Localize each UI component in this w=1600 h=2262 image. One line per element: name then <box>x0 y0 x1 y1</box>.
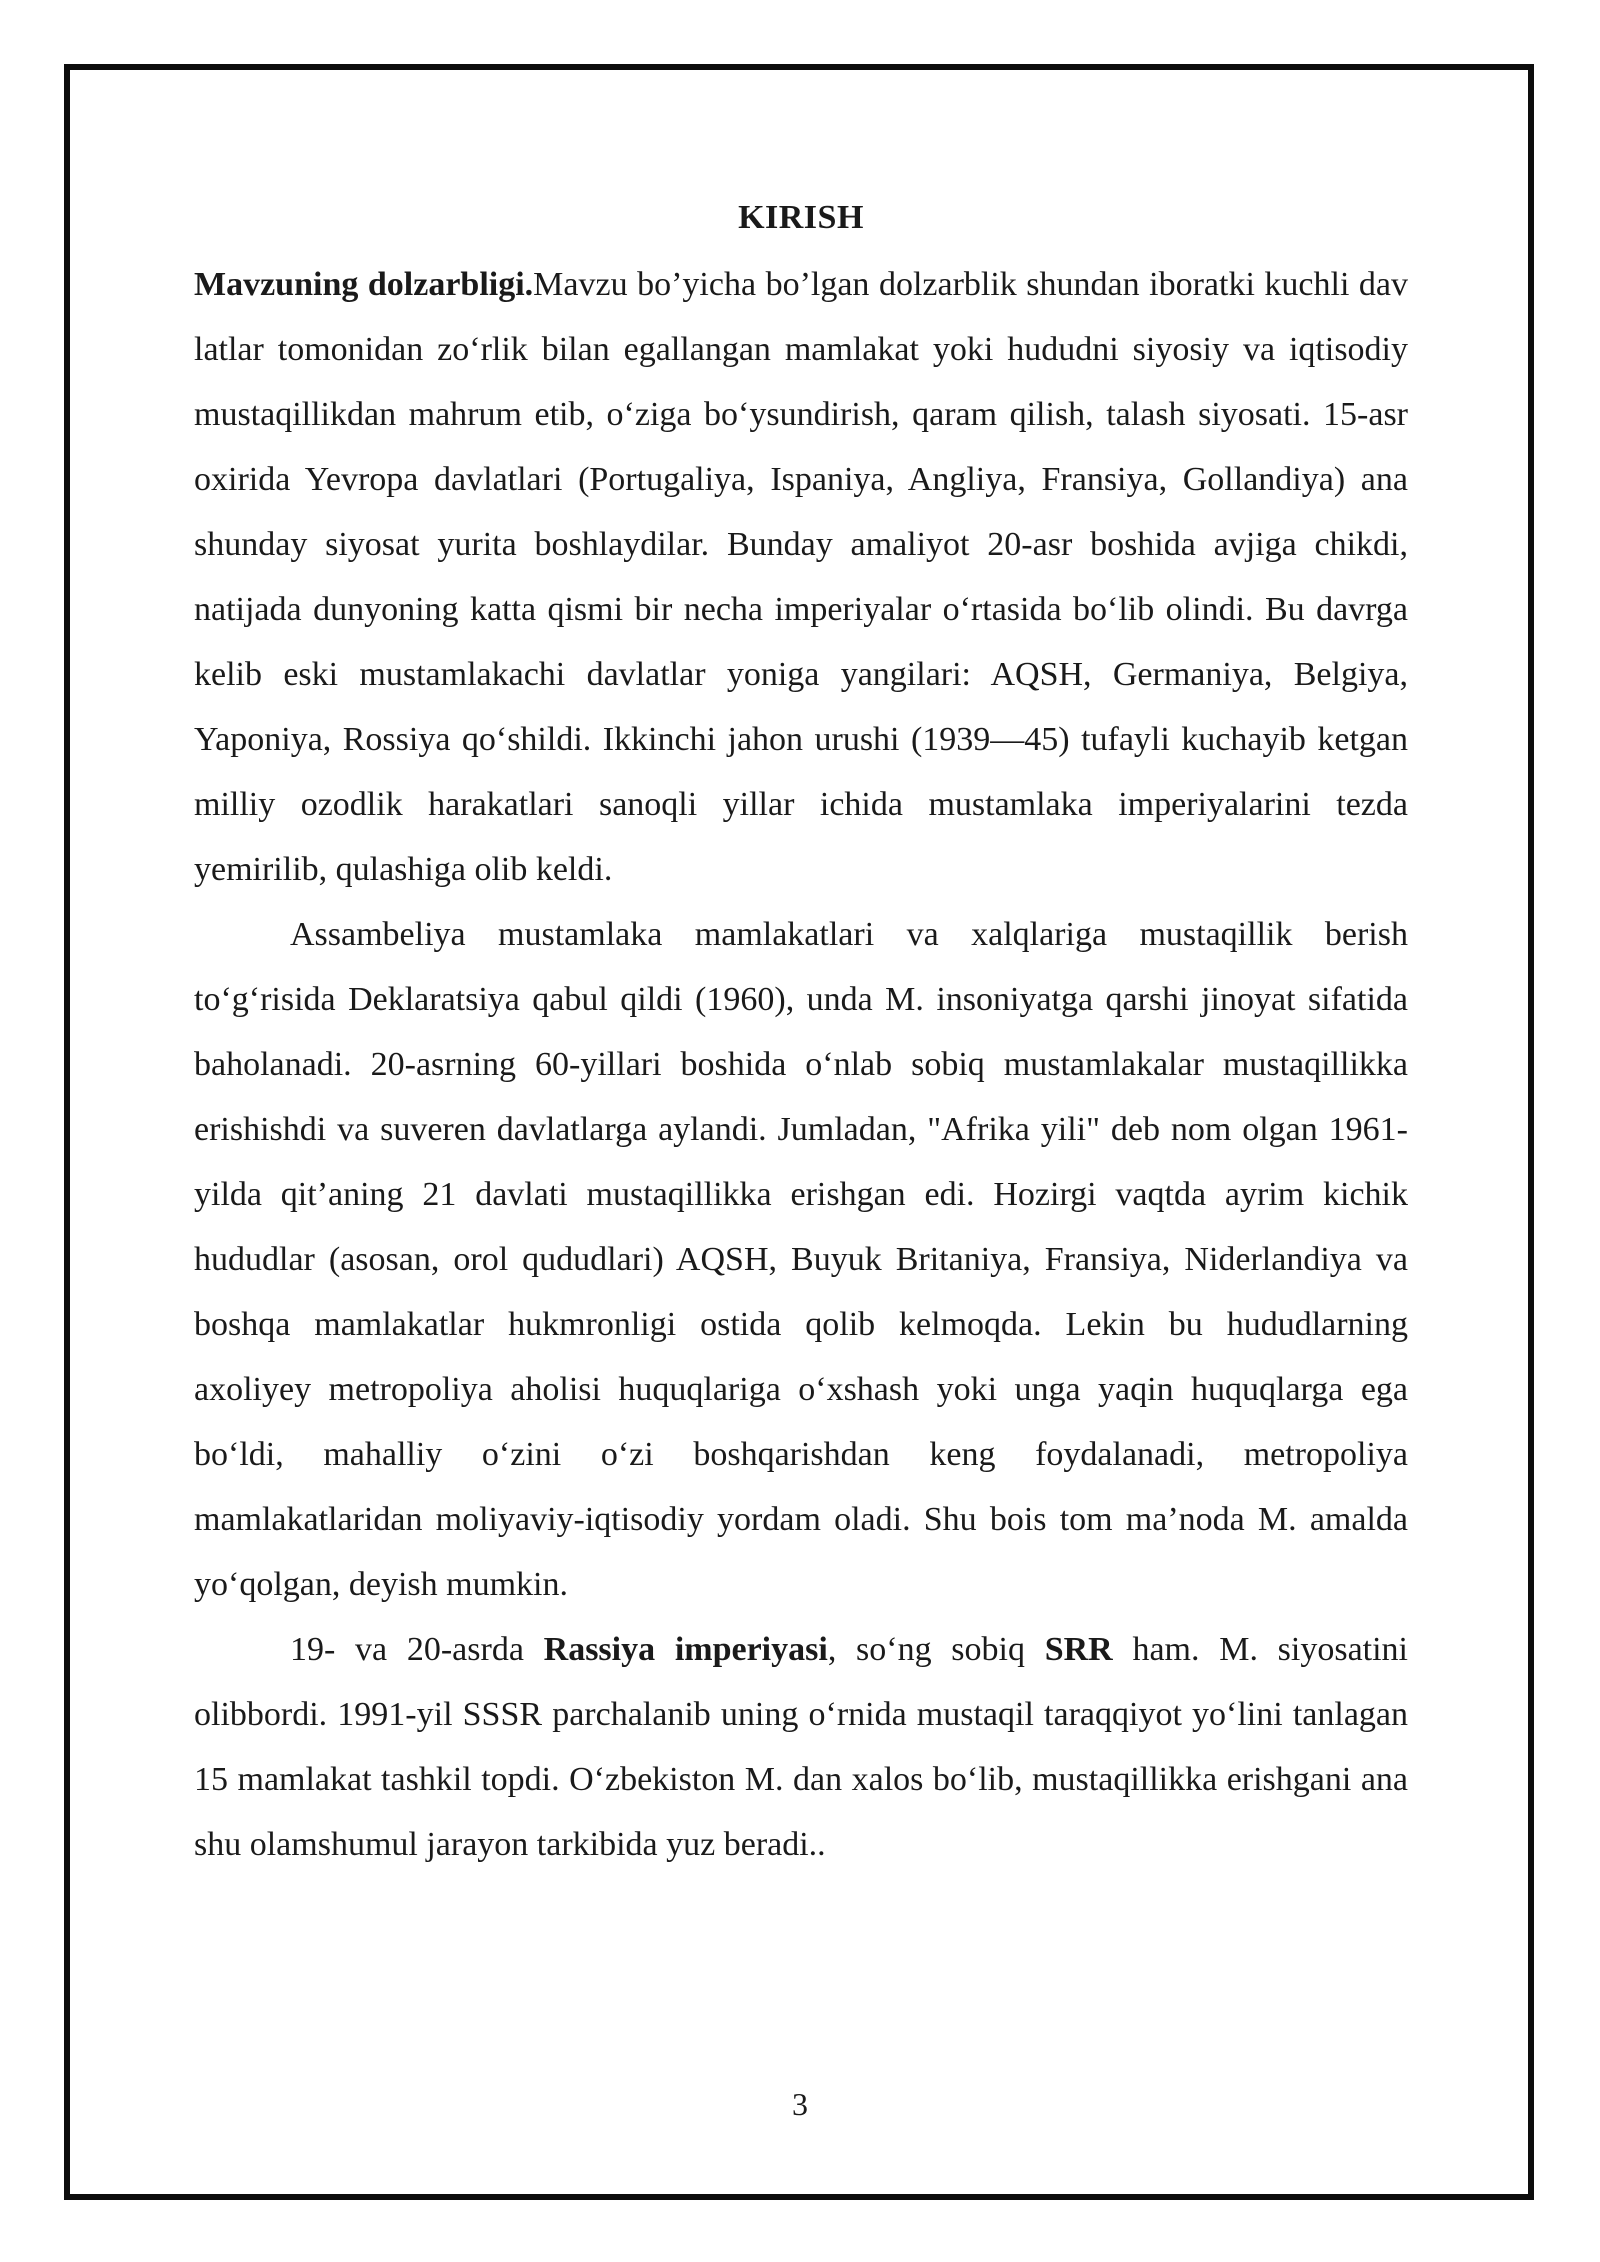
paragraph-russian-empire <box>194 1617 1408 1877</box>
russian-empire-term: Rassiya imperiyasi <box>543 1631 828 1668</box>
russia-text-b: , so‘ng sobiq <box>827 1631 1045 1668</box>
srr-term: SRR <box>1044 1631 1113 1668</box>
relevance-text: Mavzu bo’yicha bo’lgan dolzarblik shundan iboratki kuchli dav latlar tomonidan zo‘rlik bilan egallangan mamlakat yoki hududni siyosiy va iqtisodiy mustaqillikdan mahrum etib, o‘ziga bo‘ysundirish, qaram qilish, talash siyosati. 15-asr oxirida Yevropa davlatlari (Portugaliya, Ispaniya, Angliya, Fransiya, Gollandiya) ana shunday siyosat yurita boshlaydilar. Bunday amaliyot 20-asr boshida avjiga chikdi, natijada dunyoning katta qismi bir necha imperiyalar o‘rtasida bo‘lib olindi. Bu davrga kelib eski mustamlakachi davlatlar yoniga yangilari: AQSH, Germaniya, Belgiya, Yaponiya, Rossiya qo‘shildi. Ikkinchi jahon urushi (1939—45) tufayli kuchayib ketgan milliy ozodlik harakatlari sanoqli yillar ichida mustamlaka imperiyalarini tezda yemirilib, qulashiga olib keldi. <box>194 266 1409 888</box>
russia-text-a: 19- va 20-asrda <box>290 1631 544 1668</box>
page-number: 3 <box>792 2086 808 2122</box>
assembly-text: Assambeliya mustamlaka mamlakatlari va xalqlariga mustaqillik berish to‘g‘risida Deklaratsiya qabul qildi (1960), unda M. insoniyatga qarshi jinoyat sifatida baholanadi. 20-asrning 60-yillari boshida o‘nlab sobiq mustamlakalar mustaqillikka erishishdi va suveren davlatlarga aylandi. Jumladan, "Afrika yili" deb nom olgan 1961-yilda qit’aning 21 davlati mustaqillikka erishgan edi. Hozirgi vaqtda ayrim kichik hududlar (asosan, orol qududlari) AQSH, Buyuk Britaniya, Fransiya, Niderlandiya va boshqa mamlakatlar hukmronligi ostida qolib kelmoqda. Lekin bu hududlarning axoliyey metropoliya aholisi huquqlariga o‘xshash yoki unga yaqin huquqlarga ega bo‘ldi, mahalliy o‘zini o‘zi boshqarishdan keng foydalanadi, metropoliya mamlakatlaridan moliyaviy-iqtisodiy yordam oladi. Shu bois tom ma’noda M. amalda yo‘qolgan, deyish mumkin. <box>194 916 1408 1603</box>
russia-text-c: ham. M. siyosatini olibbordi. 1991-yil SSSR parchalanib uning o‘rnida mustaqil taraqqiyot yo‘lini tanlagan 15 mamlakat tashkil topdi. O‘zbekiston M. dan xalos bo‘lib, mustaqillikka erishgani ana shu olamshumul jarayon tarkibida yuz beradi.. <box>194 1631 1408 1863</box>
section-title: KIRISH <box>738 199 864 236</box>
paragraph-assembly <box>194 902 1408 1617</box>
document-body <box>194 190 1408 1877</box>
relevance-heading: Mavzuning dolzarbligi. <box>194 266 534 303</box>
paragraph-relevance <box>194 252 1408 902</box>
